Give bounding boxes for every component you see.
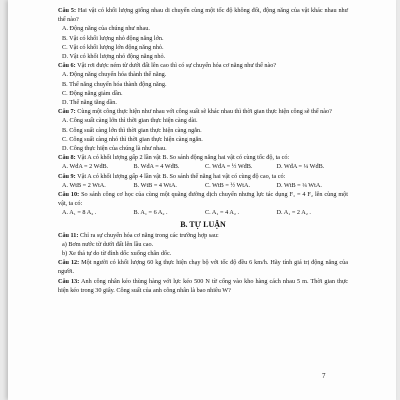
book-page (8, 0, 396, 400)
question-stem (58, 172, 348, 181)
answer-option: C. A₁ = 4 A₂ . (205, 209, 240, 217)
answer-option: B. Công suất càng lớn thì thời gian thực hiện càng ngắn. (62, 126, 202, 134)
section-title: B. TỰ LUẬN (180, 219, 226, 229)
answer-option: B. WtB = 4 WtA. (133, 181, 177, 189)
question-label: Câu 12: (58, 259, 80, 267)
question-stem (58, 153, 348, 162)
question-label: Câu 7: (58, 108, 76, 116)
answer-option: D. Vật có khối lượng nhỏ động năng nhỏ. (62, 53, 166, 61)
question-label: Câu 8: (58, 154, 76, 162)
answer-option: A. Động năng của chúng như nhau. (62, 25, 150, 33)
question-stem (58, 61, 348, 70)
question-text: Vật A có khối lượng gấp 4 lần vật B. So sánh thế năng hai vật có cùng độ cao, ta có: (77, 172, 286, 180)
answer-option: C. Vật có khối lượng lớn động năng nhỏ. (62, 43, 164, 51)
essay-section (58, 231, 348, 295)
answer-option: D. A₁ = 2 A₂ . (276, 209, 311, 217)
question-label: Câu 13: (58, 277, 80, 285)
sub-question: b) Xe thả tự do từ đỉnh dốc xuống chân dốc. (62, 250, 172, 258)
question (58, 258, 348, 276)
question-text: Hai vật có khối lượng giống nhau di chuyển cùng một tốc độ không đổi, động năng của vật khác nhau như thế nào? (58, 7, 348, 24)
question-text: Vật rơi được ném từ dưới đất lên cao thì có sự chuyển hóa cơ năng như thế nào? (77, 62, 277, 70)
question-text: Vật A có khối lượng gấp 2 lần vật B. So sánh động năng hai vật có cùng tốc độ, ta có: (77, 154, 290, 162)
question (58, 6, 348, 61)
question (58, 153, 348, 171)
question (58, 61, 348, 107)
question-stem (58, 258, 348, 276)
question-text: So sánh công cơ học của cùng một quãng đường dịch chuyển nhưng lực tác dụng F₁ = 4 F₂ lên cùng một vật, ta có: (58, 191, 348, 208)
question-text: Anh công nhân kéo thùng hàng với lực kéo 500 N từ cổng vào kho hàng cách nhau 5 m. Thời gian thực hiện kéo trong 30 giây. Công suất của anh công nhân là bao nhiêu W? (58, 277, 348, 294)
question-stem (58, 277, 348, 295)
answer-option: A. A₁ = 8 A₂ . (62, 209, 97, 217)
question (58, 231, 348, 259)
answer-options-row (58, 162, 348, 171)
question-stem (58, 6, 348, 24)
page-content (58, 6, 348, 295)
question (58, 190, 348, 218)
question (58, 277, 348, 295)
answer-option: B. Vật có khối lượng nhỏ động năng lớn. (62, 34, 164, 42)
answer-option: B. A₁ = 6 A₂ . (133, 209, 168, 217)
answer-option: A. WtB = 2 WtA. (62, 181, 106, 189)
question-label: Câu 10: (58, 191, 80, 199)
question-text: Một người có khối lượng 60 kg thực hiện chạy bộ với tốc độ đều 6 km/h. Hãy tính giá trị động năng của người. (58, 259, 348, 276)
answer-option: D. Công thực hiện của chúng là như nhau. (62, 145, 167, 153)
answer-option: C. WtB = ½ WtA. (205, 181, 251, 189)
question-stem (58, 190, 348, 208)
answer-option: D. WtB = ¼ WtA. (276, 181, 322, 189)
question-stem (58, 231, 348, 240)
answer-option: A. Công suất càng lớn thì thời gian thực hiện càng dài. (62, 117, 198, 125)
answer-option: C. Công suất càng nhỏ thì thời gian thực hiện càng ngắn. (62, 135, 203, 143)
answer-option: D. Thế năng tăng dần. (62, 99, 117, 107)
answer-option: D. WđA = ¼ WđB. (276, 163, 325, 171)
answer-options-row (58, 208, 348, 217)
multiple-choice-section (58, 6, 348, 218)
question (58, 107, 348, 153)
question-label: Câu 5: (58, 7, 77, 14)
question-stem (58, 107, 348, 116)
answer-option: B. WđA = 4 WđB. (133, 163, 180, 171)
question-text: Chỉ ra sự chuyển hóa cơ năng trong các trường hợp sau: (80, 231, 219, 239)
question (58, 172, 348, 190)
answer-option: C. Động năng giảm dần. (62, 89, 123, 97)
page-number: 7 (322, 372, 326, 380)
answer-option: C. WđA = ½ WđB. (205, 163, 253, 171)
answer-option: A. WđA = 2 WđB. (62, 163, 109, 171)
question-label: Câu 6: (58, 62, 76, 70)
question-text: Cùng một công thực hiện như nhau với công suất sẽ khác nhau thì thời gian thực hiện công sẽ thế nào? (77, 108, 332, 116)
answer-options-row (58, 181, 348, 190)
answer-option: A. Động năng chuyển hóa thành thế năng. (62, 71, 167, 79)
question-label: Câu 9: (58, 172, 76, 180)
question-label: Câu 11: (58, 231, 79, 239)
answer-option: B. Thế năng chuyển hóa thành động năng. (62, 80, 167, 88)
sub-question: a) Bơm nước từ dưới đất lên lầu cao. (62, 240, 154, 248)
